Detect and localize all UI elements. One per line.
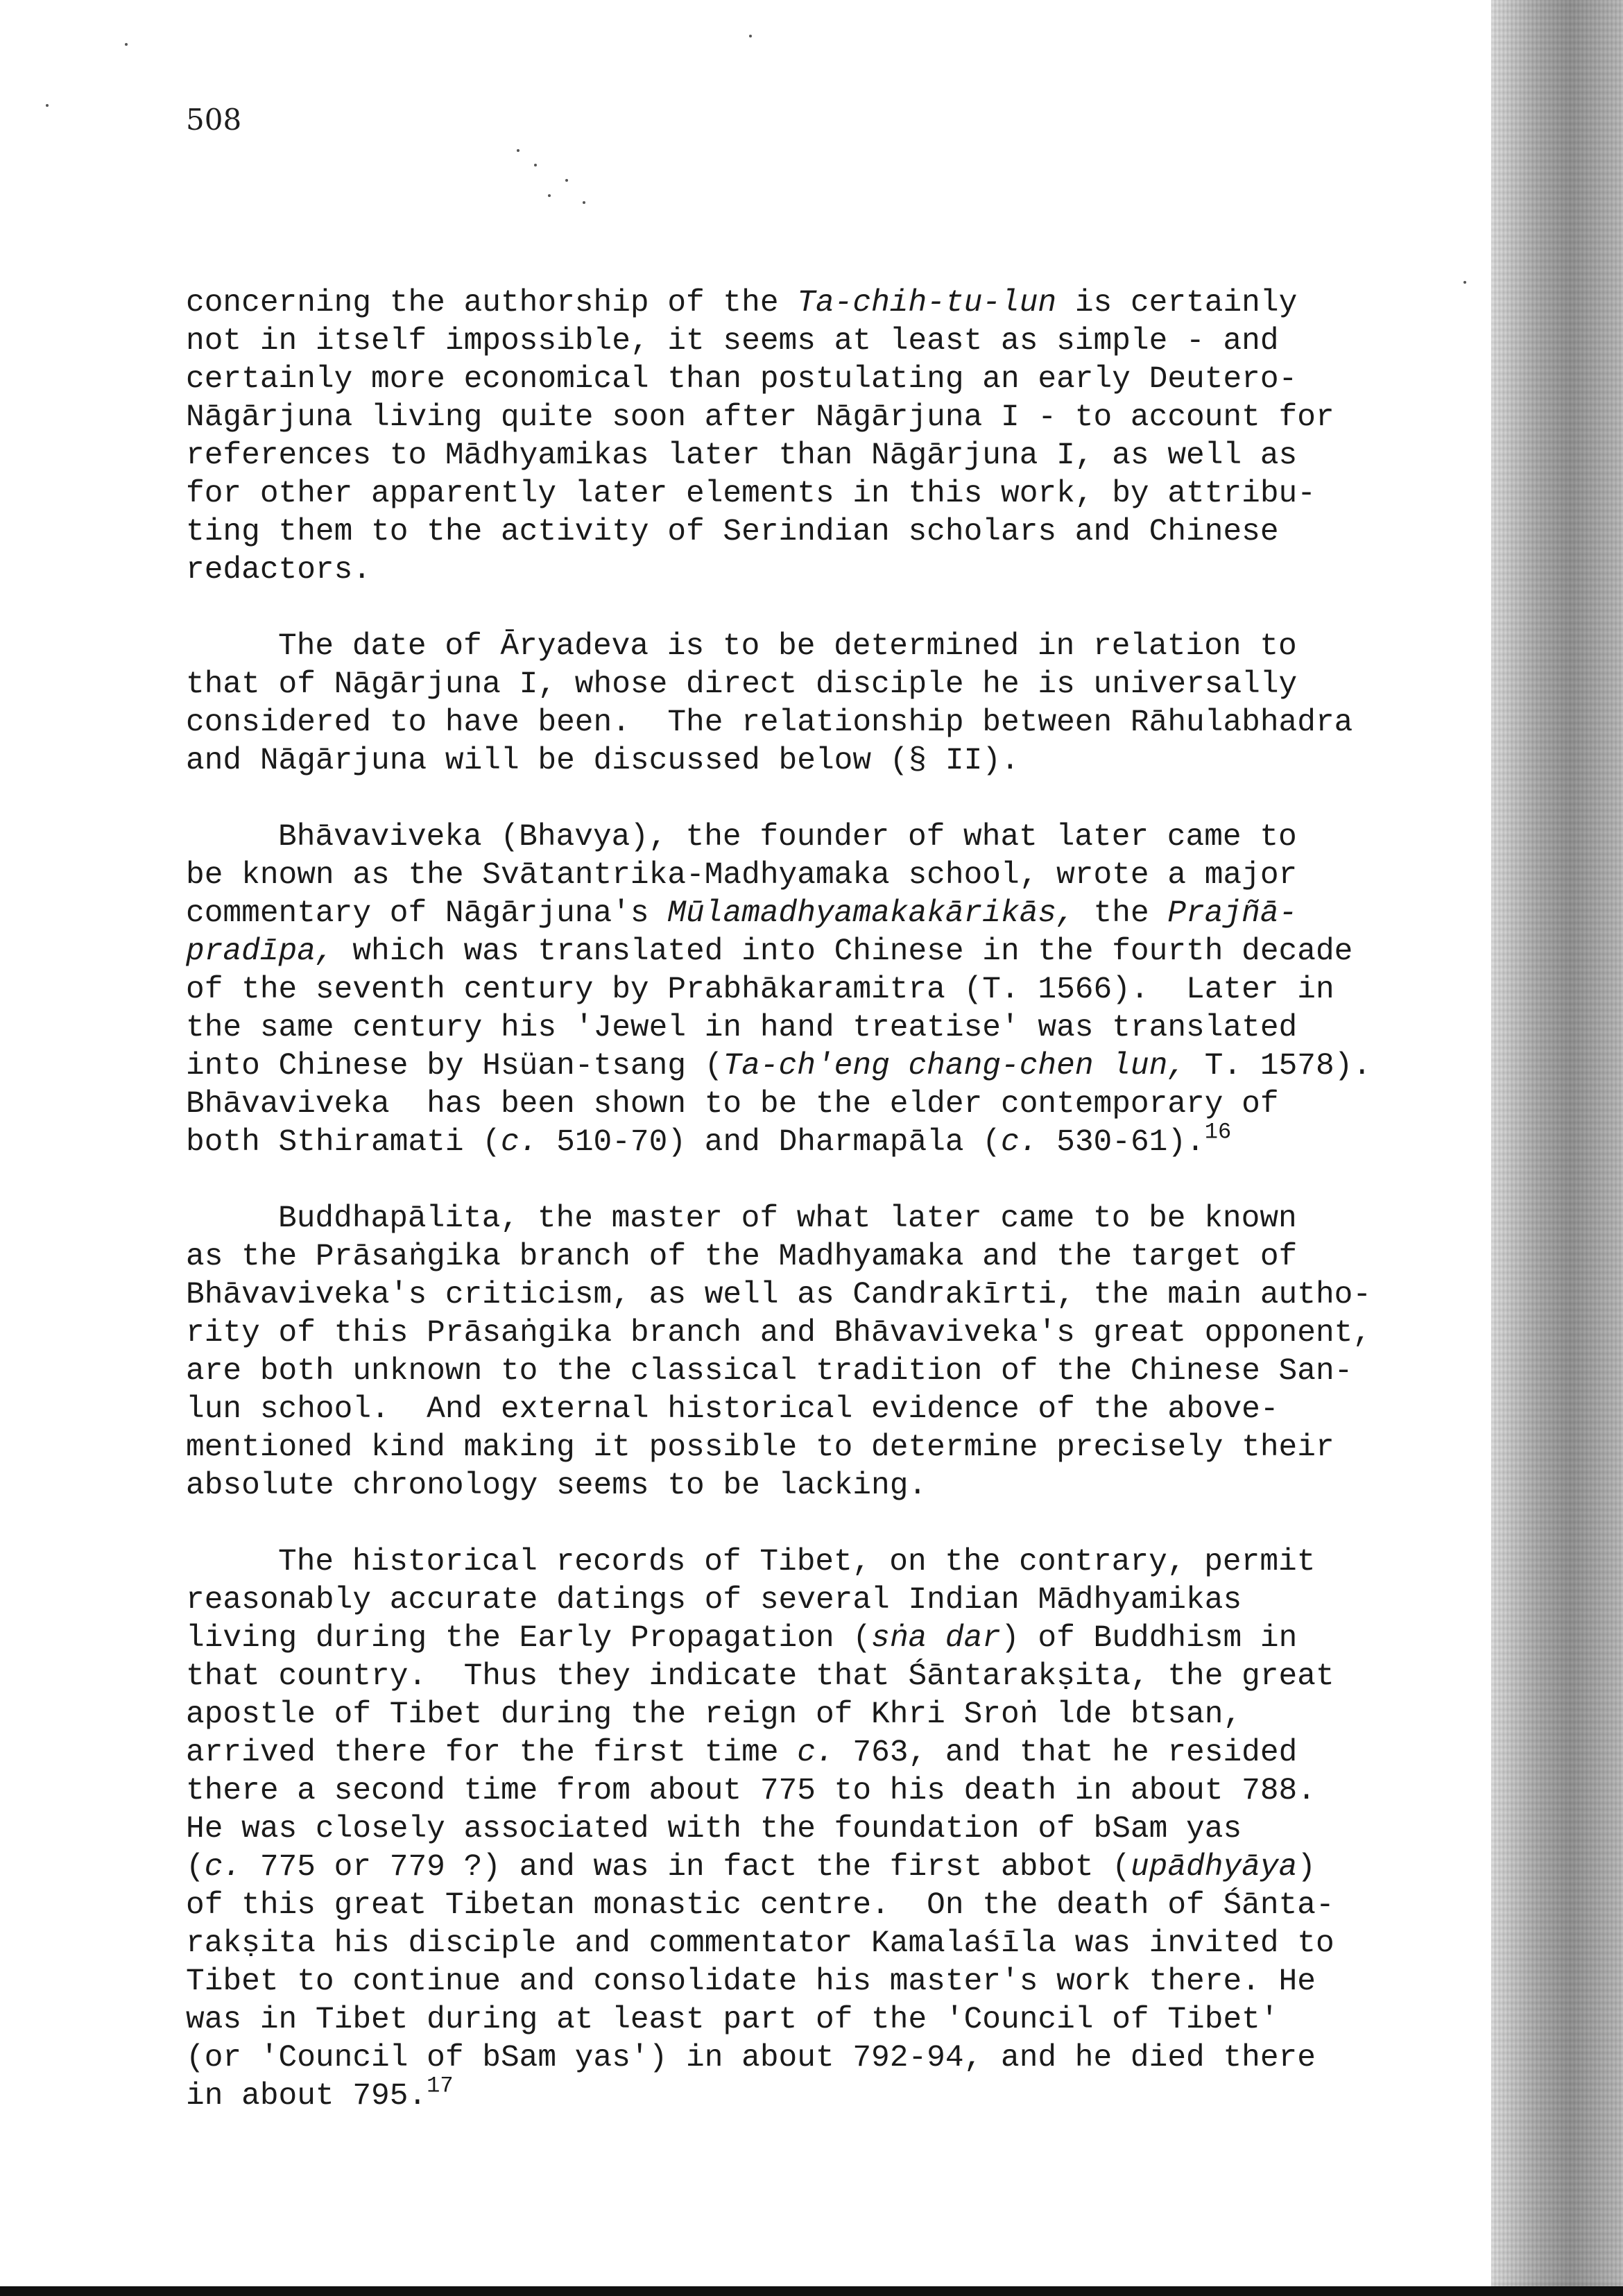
scan-speck [1463,281,1466,284]
text-line [186,1353,1434,1391]
text-run: He was closely associated with the foundation of bSam yas [186,1812,1242,1847]
text-run: of the seventh century by Prabhākaramitra (T. 1566). Later in [186,973,1334,1007]
text-run: (or 'Council of bSam yas') in about 792-94, and he died there [186,2041,1316,2075]
text-line [186,857,1434,895]
text-line [186,1429,1434,1467]
text-line [186,1009,1434,1047]
scan-speck [565,179,568,182]
paragraph [186,1543,1434,2116]
text-run: which was translated into Chinese in the fourth decade [334,934,1353,969]
text-line [186,1772,1434,1810]
scan-speck [749,35,752,37]
page-number: 508 [186,103,242,137]
text-run: living during the Early Propagation ( [186,1621,872,1656]
italic-text: Prajñā- [1167,896,1298,931]
text-line [186,895,1434,933]
text-run: are both unknown to the classical tradition of the Chinese San- [186,1354,1353,1389]
text-run: The date of Āryadeva is to be determined in relation to [278,629,1297,664]
text-line [186,742,1434,780]
italic-text: pradīpa, [186,934,334,969]
text-line [186,361,1434,399]
text-run: 763, and that he resided [834,1736,1298,1770]
footnote-marker: 17 [427,2073,454,2099]
text-run: certainly more economical than postulating an early Deutero- [186,362,1298,397]
text-run: Bhāvaviveka has been shown to be the elder contemporary of [186,1087,1279,1122]
paragraph [186,628,1434,780]
text-run: for other apparently later elements in this work, by attribu- [186,477,1316,511]
text-line [186,819,1434,857]
text-run: T. 1578). [1186,1049,1372,1083]
text-line [186,1849,1434,1887]
text-run: there a second time from about 775 to his death in about 788. [186,1774,1316,1808]
text-line [186,2039,1434,2077]
paragraph [186,1200,1434,1505]
italic-text: Ta-chih-tu-lun [797,286,1057,320]
text-run: lun school. And external historical evidence of the above- [186,1392,1279,1427]
text-line [186,2001,1434,2039]
text-line [186,2073,1434,2116]
text-run: the [1074,896,1168,931]
text-line [186,323,1434,361]
text-line [186,513,1434,551]
text-run: The historical records of Tibet, on the contrary, permit [278,1545,1316,1579]
text-line [186,284,1434,323]
text-run: redactors. [186,553,372,588]
text-line [186,1734,1434,1772]
italic-text: c. [1001,1125,1038,1160]
text-run: in about 795. [186,2079,427,2114]
text-run: is certainly [1056,286,1298,320]
text-line [186,1391,1434,1429]
text-line [186,1925,1434,1963]
text-line [186,1810,1434,1849]
text-run: the same century his 'Jewel in hand treatise' was translated [186,1011,1298,1045]
text-run: ( [186,1850,205,1885]
text-run: as the Prāsaṅgika branch of the Madhyamaka and the target of [186,1240,1298,1274]
text-run: ting them to the activity of Serindian scholars and Chinese [186,515,1279,549]
text-line [186,1887,1434,1925]
text-run: concerning the authorship of the [186,286,798,320]
italic-text: c. [204,1850,242,1885]
text-run: considered to have been. The relationship between Rāhulabhadra [186,705,1353,740]
text-run: reasonably accurate datings of several Indian Mādhyamikas [186,1583,1242,1618]
text-run: rity of this Prāsaṅgika branch and Bhāvaviveka's great opponent, [186,1316,1372,1351]
scan-speck [583,201,585,204]
text-line [186,1620,1434,1658]
scan-speck [534,164,537,166]
text-run: commentary of Nāgārjuna's [186,896,668,931]
paragraph [186,284,1434,590]
text-run: that of Nāgārjuna I, whose direct disciple he is universally [186,667,1298,702]
text-line [186,628,1434,666]
scan-binding-shadow [1491,0,1623,2296]
text-run: 530-61). [1038,1125,1205,1160]
scan-speck [46,104,49,107]
text-line [186,1119,1434,1162]
text-line [186,666,1434,704]
italic-text: Mūlamadhyamakakārikās, [667,896,1075,931]
text-line [186,704,1434,742]
italic-text: c. [797,1736,834,1770]
text-run: that country. Thus they indicate that Śāntarakṣita, the great [186,1659,1334,1694]
text-run: ) [1297,1850,1316,1885]
text-run: Buddhapālita, the master of what later came to be known [278,1201,1297,1236]
text-line [186,1086,1434,1124]
text-line [186,1047,1434,1086]
text-run: mentioned kind making it possible to determine precisely their [186,1430,1334,1465]
text-line [186,1467,1434,1505]
text-run: apostle of Tibet during the reign of Khri Sroṅ lde btsan, [186,1697,1242,1732]
text-run: Nāgārjuna living quite soon after Nāgārjuna I - to account for [186,400,1334,435]
italic-text: sṅa dar [871,1621,1001,1656]
text-run: Bhāvaviveka (Bhavya), the founder of what later came to [278,820,1297,855]
text-run: 510-70) and Dharmapāla ( [538,1125,1002,1160]
text-run: references to Mādhyamikas later than Nāgārjuna I, as well as [186,438,1298,473]
text-run: was in Tibet during at least part of the 'Council of Tibet' [186,2003,1279,2037]
text-run: of this great Tibetan monastic centre. On the death of Śānta- [186,1888,1334,1923]
scan-speck [125,43,128,46]
text-run: ) of Buddhism in [1001,1621,1298,1656]
text-line [186,475,1434,513]
text-line [186,1238,1434,1276]
scan-speck [548,194,551,197]
text-run: 775 or 779 ?) and was in fact the first abbot ( [241,1850,1131,1885]
italic-text: upādhyāya [1130,1850,1298,1885]
text-run: Tibet to continue and consolidate his master's work there. He [186,1964,1316,1999]
text-line [186,1582,1434,1620]
text-line [186,1696,1434,1734]
text-line [186,437,1434,475]
text-line [186,971,1434,1009]
text-line [186,1543,1434,1582]
text-line [186,551,1434,590]
text-line [186,933,1434,971]
text-run: into Chinese by Hsüan-tsang ( [186,1049,723,1083]
body-text [186,284,1434,2116]
text-run: Bhāvaviveka's criticism, as well as Candrakīrti, the main autho- [186,1278,1372,1312]
text-line [186,1963,1434,2001]
text-run: absolute chronology seems to be lacking. [186,1468,927,1503]
text-line [186,1200,1434,1238]
page-bottom-edge [0,2286,1623,2296]
paragraph [186,819,1434,1162]
text-line [186,1314,1434,1353]
footnote-marker: 16 [1204,1119,1232,1145]
text-line [186,1658,1434,1696]
text-line [186,399,1434,437]
text-run: not in itself impossible, it seems at least as simple - and [186,324,1279,359]
text-run: arrived there for the first time [186,1736,798,1770]
text-run: be known as the Svātantrika-Madhyamaka school, wrote a major [186,858,1298,893]
scan-speck [517,149,519,152]
text-run: and Nāgārjuna will be discussed below (§ II). [186,744,1020,778]
text-run: rakṣita his disciple and commentator Kamalaśīla was invited to [186,1926,1334,1961]
text-line [186,1276,1434,1314]
italic-text: c. [500,1125,538,1160]
text-run: both Sthiramati ( [186,1125,501,1160]
italic-text: Ta-ch'eng chang-chen lun, [723,1049,1187,1083]
